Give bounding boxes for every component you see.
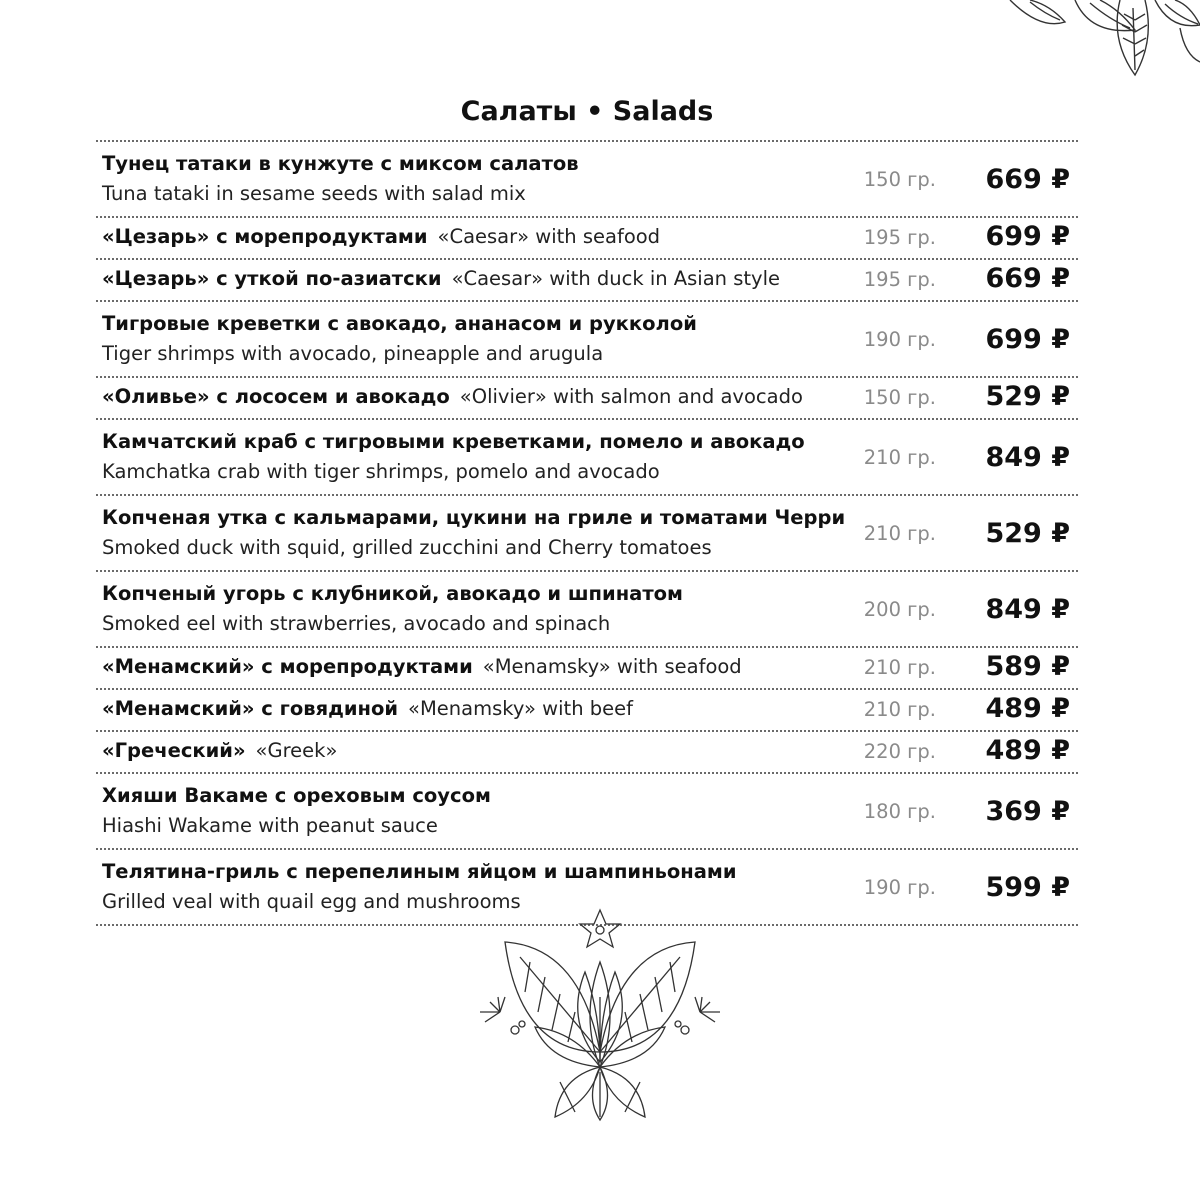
dish-weight: 195 гр. — [863, 268, 936, 291]
dish-name-ru: «Менамский» с говядиной — [102, 697, 399, 720]
dish-price: 849 ₽ — [985, 442, 1070, 473]
dish-price: 589 ₽ — [985, 651, 1070, 682]
menu-item — [96, 218, 1078, 258]
menu-item — [96, 732, 1078, 772]
dish-price: 699 ₽ — [985, 221, 1070, 252]
dish-weight: 150 гр. — [863, 386, 936, 409]
menu-list — [96, 140, 1078, 926]
dish-name-en: «Olivier» with salmon and avocado — [459, 385, 803, 408]
menu-item — [96, 378, 1078, 418]
dish-name-ru: Хияши Вакаме с ореховым соусом — [102, 784, 491, 807]
menu-item — [96, 648, 1078, 688]
dish-name-ru: «Менамский» с морепродуктами — [102, 655, 473, 678]
dish-name-ru: Телятина-гриль с перепелиным яйцом и шампиньонами — [102, 860, 737, 883]
dish-name-ru: «Цезарь» с морепродуктами — [102, 225, 428, 248]
menu-item — [96, 260, 1078, 300]
dish-weight: 180 гр. — [863, 800, 936, 823]
dish-name-en: Grilled veal with quail egg and mushrooms — [102, 890, 521, 913]
dish-price: 489 ₽ — [985, 693, 1070, 724]
lotus-flower-ornament-icon — [460, 902, 740, 1122]
dish-name-en: Kamchatka crab with tiger shrimps, pomelo and avocado — [102, 460, 660, 483]
menu-item — [96, 774, 1078, 848]
dish-price: 529 ₽ — [985, 381, 1070, 412]
dish-name-en: «Caesar» with seafood — [437, 225, 661, 248]
menu-item — [96, 142, 1078, 216]
dish-weight: 210 гр. — [863, 446, 936, 469]
dish-name-en: «Menamsky» with beef — [408, 697, 633, 720]
dish-name-en: Smoked duck with squid, grilled zucchini and Cherry tomatoes — [102, 536, 712, 559]
dish-name-ru: «Цезарь» с уткой по-азиатски — [102, 267, 442, 290]
dish-weight: 195 гр. — [863, 226, 936, 249]
dish-name-en: Smoked eel with strawberries, avocado and spinach — [102, 612, 611, 635]
dish-name-ru: Копченая утка с кальмарами, цукини на гриле и томатами Черри — [102, 506, 846, 529]
dish-weight: 210 гр. — [863, 522, 936, 545]
dish-price: 849 ₽ — [985, 594, 1070, 625]
dish-name-ru: Тигровые креветки с авокадо, ананасом и рукколой — [102, 312, 697, 335]
dish-weight: 150 гр. — [863, 168, 936, 191]
dish-price: 599 ₽ — [985, 872, 1070, 903]
dish-name-en: «Greek» — [255, 739, 338, 762]
dish-price: 669 ₽ — [985, 164, 1070, 195]
dish-name-en: Hiashi Wakame with peanut sauce — [102, 814, 438, 837]
dish-name-ru: Тунец татаки в кунжуте с миксом салатов — [102, 152, 579, 175]
dish-name-ru: «Греческий» — [102, 739, 246, 762]
menu-item — [96, 572, 1078, 646]
dish-weight: 210 гр. — [863, 656, 936, 679]
dish-price: 699 ₽ — [985, 324, 1070, 355]
leaf-branch-icon — [970, 0, 1200, 80]
dish-name-ru: Камчатский краб с тигровыми креветками, помело и авокадо — [102, 430, 805, 453]
menu-item — [96, 420, 1078, 494]
dish-name-ru: Копченый угорь с клубникой, авокадо и шпинатом — [102, 582, 683, 605]
dish-name-ru: «Оливье» с лососем и авокадо — [102, 385, 450, 408]
dish-price: 529 ₽ — [985, 518, 1070, 549]
dish-price: 369 ₽ — [985, 796, 1070, 827]
dish-weight: 190 гр. — [863, 328, 936, 351]
dish-name-en: «Menamsky» with seafood — [482, 655, 742, 678]
dish-weight: 220 гр. — [863, 740, 936, 763]
dish-name-en: Tuna tataki in sesame seeds with salad mix — [102, 182, 526, 205]
dish-price: 489 ₽ — [985, 735, 1070, 766]
menu-item — [96, 496, 1078, 570]
menu-item — [96, 690, 1078, 730]
menu-item — [96, 302, 1078, 376]
dish-price: 669 ₽ — [985, 263, 1070, 294]
dish-weight: 200 гр. — [863, 598, 936, 621]
page-title: Салаты • Salads — [460, 96, 714, 127]
dish-name-en: Tiger shrimps with avocado, pineapple and arugula — [102, 342, 604, 365]
dish-name-en: «Caesar» with duck in Asian style — [451, 267, 780, 290]
dish-weight: 210 гр. — [863, 698, 936, 721]
dish-weight: 190 гр. — [863, 876, 936, 899]
